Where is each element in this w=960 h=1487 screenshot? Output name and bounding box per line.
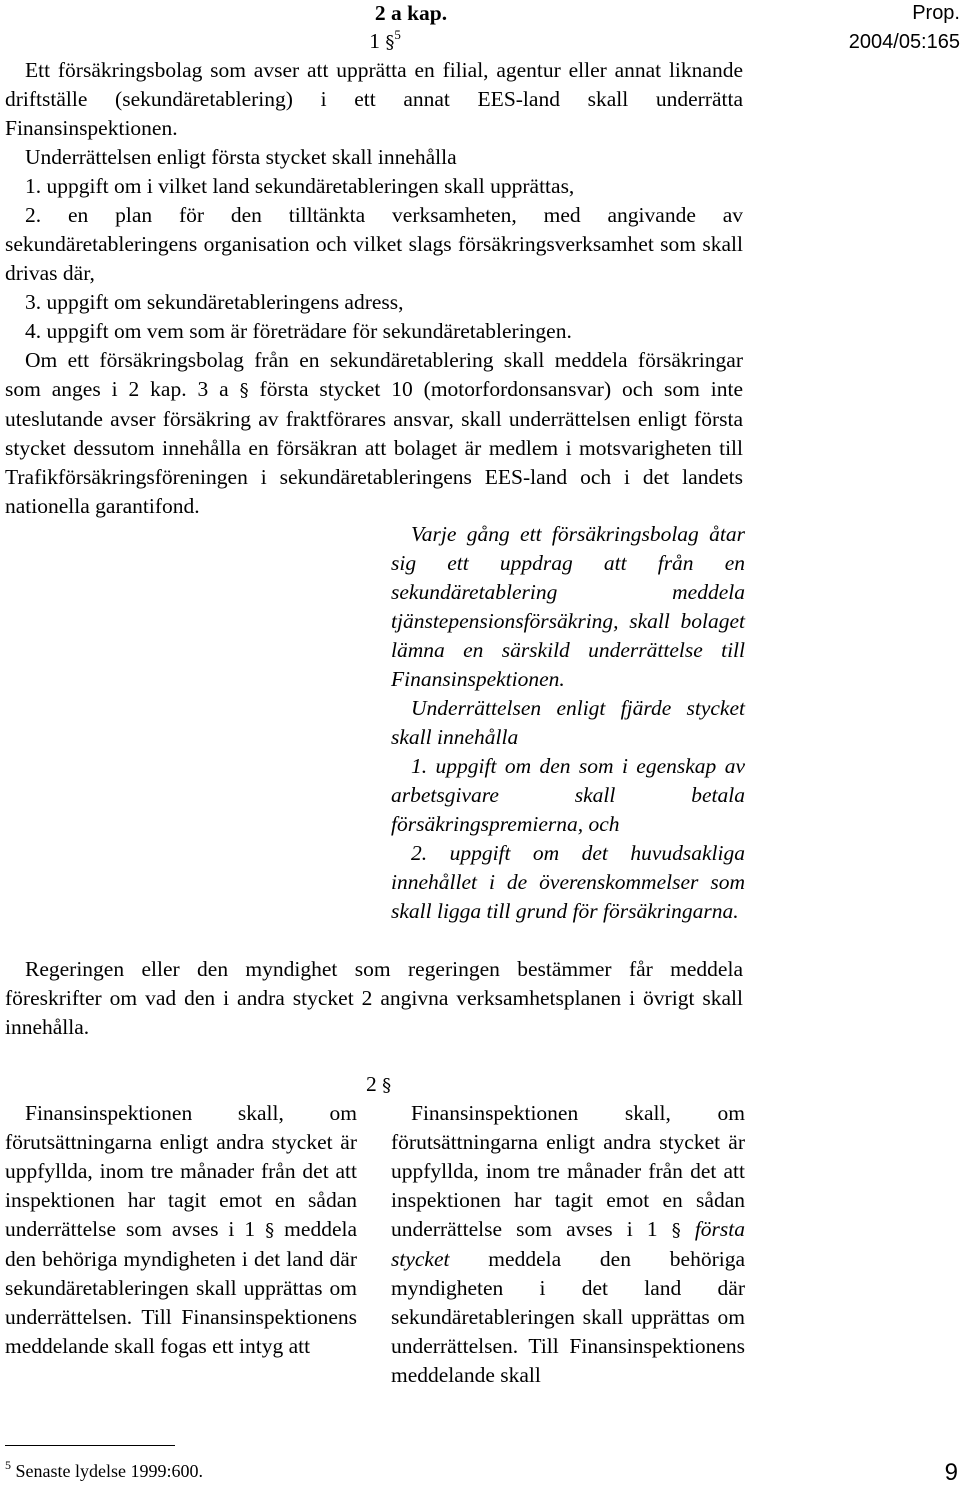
footnote bbox=[5, 1459, 203, 1483]
chapter-heading: 2 a kap. bbox=[374, 1, 448, 25]
paragraph: Regeringen eller den myndighet som regeringen bestämmer får meddela föreskrifter om vad den i andra stycket 2 angivna verksamhetsplanen i övrigt skall innehålla. bbox=[5, 957, 743, 1039]
footnote-marker: 5 bbox=[5, 1458, 11, 1472]
current-wording-column bbox=[5, 1099, 357, 1361]
list-item: 3. uppgift om sekundäretableringens adress, bbox=[25, 290, 404, 314]
paragraph: Varje gång ett försäkringsbolag åtar sig ett uppdrag att från en sekundäretablering meddela tjänstepensionsförsäkring, skall bolaget lämna en särskild underrättelse till Finansinspektionen. bbox=[391, 522, 745, 691]
paragraph bbox=[5, 346, 743, 521]
paragraph: Underrättelsen enligt första stycket skall innehålla bbox=[25, 145, 457, 169]
section-1-closing bbox=[5, 955, 743, 1042]
proposed-amendment bbox=[391, 520, 745, 926]
italic-text-run: första stycket bbox=[391, 1217, 745, 1271]
section-symbol: § bbox=[239, 380, 249, 401]
section-2-heading bbox=[366, 1070, 406, 1100]
page-number: 9 bbox=[944, 1459, 958, 1486]
list-item: 1. uppgift om den som i egenskap av arbetsgivare skall betala försäkringspremierna, och bbox=[391, 754, 745, 836]
paragraph bbox=[5, 1099, 357, 1361]
section-symbol: § bbox=[385, 32, 395, 53]
text-run: Om ett försäkringsbolag från en sekundäretablering skall meddela försäkringar som anges i 2 kap. 3 a bbox=[5, 348, 743, 401]
list-item: 1. uppgift om i vilket land sekundäretableringen skall upprättas, bbox=[25, 174, 575, 198]
footnote-reference: 5 bbox=[394, 27, 401, 42]
section-number: 2 bbox=[366, 1072, 377, 1096]
paragraph bbox=[391, 1099, 745, 1390]
list-item: 2. uppgift om det huvudsakliga innehållet i de överenskommelser som skall ligga till grund för försäkringarna. bbox=[391, 841, 745, 923]
section-symbol: § bbox=[382, 1075, 392, 1096]
list-item: 4. uppgift om vem som är företrädare för sekundäretableringen. bbox=[25, 319, 572, 343]
text-run: meddela den behöriga myndigheten i det land där sekundäretableringen skall upprättas om underrättelsen. Till Finansinspektionens meddelande skall bbox=[391, 1247, 745, 1387]
paragraph: Ett försäkringsbolag som avser att upprätta en filial, agentur eller annat liknande driftställe (sekundäretablering) i ett annat EES-land skall underrätta Finansinspektionen. bbox=[5, 58, 743, 140]
list-item: 2. en plan för den tilltänkta verksamheten, med angivande av sekundäretableringens organisation och vilket slags försäkringsverksamhet som skall drivas där, bbox=[5, 203, 743, 285]
section-1-heading bbox=[0, 27, 770, 57]
text-run: Finansinspektionen skall, om förutsättningarna enligt andra stycket är uppfyllda, inom tre månader från det att inspektionen har tagit emot en sådan underrättelse som avses i 1 bbox=[391, 1101, 745, 1241]
proposition-number: Prop. 2004/05:165 bbox=[848, 2, 960, 53]
section-symbol: § bbox=[671, 1220, 681, 1241]
section-number: 1 bbox=[369, 29, 380, 53]
section-symbol: § bbox=[265, 1220, 275, 1241]
section-1-body bbox=[5, 56, 743, 521]
footnote-text: Senaste lydelse 1999:600. bbox=[15, 1461, 203, 1481]
text-run: Finansinspektionen skall, om förutsättningarna enligt andra stycket är uppfyllda, inom tre månader från det att inspektionen har tagit emot en sådan underrättelse som avses i 1 bbox=[5, 1101, 357, 1241]
text-run: meddela den behöriga myndigheten i det land där sekundäretableringen skall upprättas om underrättelsen. Till Finansinspektionens meddelande skall fogas ett intyg att bbox=[5, 1217, 357, 1358]
footnote-divider bbox=[5, 1445, 175, 1446]
paragraph: Underrättelsen enligt fjärde stycket skall innehålla bbox=[391, 696, 745, 749]
text-run: första stycket 10 (motorfordonsansvar) och som inte uteslutande avser försäkring av fraktförares ansvar, skall underrättelsen enligt första stycket dessutom innehålla en försäkran att bolaget är medlem i motsvarigheten till Trafikförsäkringsföreningen i sekundäretableringens EES-land och i det landets nationella garantifond. bbox=[5, 377, 743, 518]
proposed-wording-column bbox=[391, 1099, 745, 1390]
